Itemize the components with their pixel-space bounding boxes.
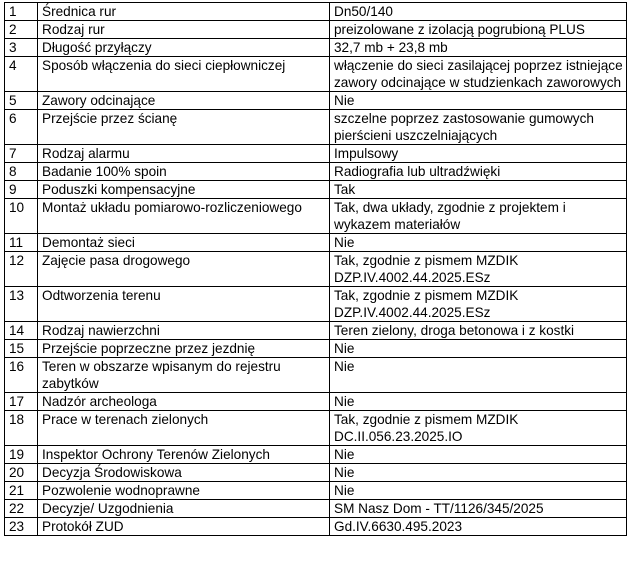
row-number: 13 bbox=[5, 287, 38, 322]
row-label: Inspektor Ochrony Terenów Zielonych bbox=[38, 446, 330, 464]
table-row bbox=[5, 411, 627, 446]
row-value: włączenie do sieci zasilającej poprzez istniejące zawory odcinające w studzienkach zaworowych bbox=[330, 57, 627, 92]
specification-table-body bbox=[5, 3, 627, 536]
row-number: 1 bbox=[5, 3, 38, 21]
table-row bbox=[5, 287, 627, 322]
row-value: Tak bbox=[330, 181, 627, 199]
table-row bbox=[5, 21, 627, 39]
table-row bbox=[5, 393, 627, 411]
row-label: Decyzje/ Uzgodnienia bbox=[38, 500, 330, 518]
row-number: 23 bbox=[5, 518, 38, 536]
table-row bbox=[5, 3, 627, 21]
row-label: Długość przyłączy bbox=[38, 39, 330, 57]
row-number: 22 bbox=[5, 500, 38, 518]
row-value: Tak, zgodnie z pismem MZDIK DZP.IV.4002.44.2025.ESz bbox=[330, 252, 627, 287]
table-row bbox=[5, 464, 627, 482]
row-value: Nie bbox=[330, 482, 627, 500]
row-label: Odtworzenia terenu bbox=[38, 287, 330, 322]
row-value: Radiografia lub ultradźwięki bbox=[330, 163, 627, 181]
row-value: Teren zielony, droga betonowa i z kostki bbox=[330, 322, 627, 340]
row-label: Decyzja Środowiskowa bbox=[38, 464, 330, 482]
row-value: Nie bbox=[330, 446, 627, 464]
table-row bbox=[5, 110, 627, 145]
row-label: Zajęcie pasa drogowego bbox=[38, 252, 330, 287]
row-label: Średnica rur bbox=[38, 3, 330, 21]
table-row bbox=[5, 163, 627, 181]
row-label: Sposób włączenia do sieci ciepłowniczej bbox=[38, 57, 330, 92]
row-label: Protokół ZUD bbox=[38, 518, 330, 536]
row-number: 5 bbox=[5, 92, 38, 110]
row-number: 10 bbox=[5, 199, 38, 234]
row-number: 20 bbox=[5, 464, 38, 482]
row-value: Nie bbox=[330, 393, 627, 411]
table-row bbox=[5, 518, 627, 536]
row-number: 18 bbox=[5, 411, 38, 446]
row-number: 2 bbox=[5, 21, 38, 39]
row-value: Nie bbox=[330, 234, 627, 252]
table-row bbox=[5, 234, 627, 252]
row-label: Rodzaj nawierzchni bbox=[38, 322, 330, 340]
row-number: 3 bbox=[5, 39, 38, 57]
row-value: 32,7 mb + 23,8 mb bbox=[330, 39, 627, 57]
row-label: Badanie 100% spoin bbox=[38, 163, 330, 181]
table-row bbox=[5, 92, 627, 110]
table-row bbox=[5, 340, 627, 358]
row-label: Teren w obszarze wpisanym do rejestru zabytków bbox=[38, 358, 330, 393]
row-number: 17 bbox=[5, 393, 38, 411]
row-number: 8 bbox=[5, 163, 38, 181]
table-row bbox=[5, 39, 627, 57]
row-number: 9 bbox=[5, 181, 38, 199]
table-row bbox=[5, 322, 627, 340]
table-row bbox=[5, 500, 627, 518]
row-label: Nadzór archeologa bbox=[38, 393, 330, 411]
row-value: szczelne poprzez zastosowanie gumowych pierścieni uszczelniających bbox=[330, 110, 627, 145]
row-value: Tak, zgodnie z pismem MZDIK DZP.IV.4002.44.2025.ESz bbox=[330, 287, 627, 322]
row-label: Rodzaj rur bbox=[38, 21, 330, 39]
row-label: Zawory odcinające bbox=[38, 92, 330, 110]
row-value: Impulsowy bbox=[330, 145, 627, 163]
row-number: 14 bbox=[5, 322, 38, 340]
table-row bbox=[5, 145, 627, 163]
row-label: Rodzaj alarmu bbox=[38, 145, 330, 163]
table-row bbox=[5, 446, 627, 464]
row-value: Nie bbox=[330, 464, 627, 482]
row-label: Prace w terenach zielonych bbox=[38, 411, 330, 446]
row-label: Przejście poprzeczne przez jezdnię bbox=[38, 340, 330, 358]
specification-table bbox=[4, 2, 627, 536]
table-row bbox=[5, 199, 627, 234]
row-label: Pozwolenie wodnoprawne bbox=[38, 482, 330, 500]
row-value: Nie bbox=[330, 358, 627, 393]
row-number: 21 bbox=[5, 482, 38, 500]
row-label: Przejście przez ścianę bbox=[38, 110, 330, 145]
row-number: 6 bbox=[5, 110, 38, 145]
row-number: 12 bbox=[5, 252, 38, 287]
row-number: 11 bbox=[5, 234, 38, 252]
table-row bbox=[5, 181, 627, 199]
table-row bbox=[5, 57, 627, 92]
table-row bbox=[5, 482, 627, 500]
row-number: 4 bbox=[5, 57, 38, 92]
row-number: 15 bbox=[5, 340, 38, 358]
row-label: Demontaż sieci bbox=[38, 234, 330, 252]
row-label: Poduszki kompensacyjne bbox=[38, 181, 330, 199]
table-row bbox=[5, 358, 627, 393]
row-value: Dn50/140 bbox=[330, 3, 627, 21]
row-value: Gd.IV.6630.495.2023 bbox=[330, 518, 627, 536]
table-row bbox=[5, 252, 627, 287]
row-number: 19 bbox=[5, 446, 38, 464]
row-value: Nie bbox=[330, 340, 627, 358]
row-value: Tak, zgodnie z pismem MZDIK DC.II.056.23.2025.IO bbox=[330, 411, 627, 446]
row-number: 16 bbox=[5, 358, 38, 393]
row-value: preizolowane z izolacją pogrubioną PLUS bbox=[330, 21, 627, 39]
row-value: Nie bbox=[330, 92, 627, 110]
row-value: SM Nasz Dom - TT/1126/345/2025 bbox=[330, 500, 627, 518]
row-value: Tak, dwa układy, zgodnie z projektem i wykazem materiałów bbox=[330, 199, 627, 234]
row-label: Montaż układu pomiarowo-rozliczeniowego bbox=[38, 199, 330, 234]
row-number: 7 bbox=[5, 145, 38, 163]
